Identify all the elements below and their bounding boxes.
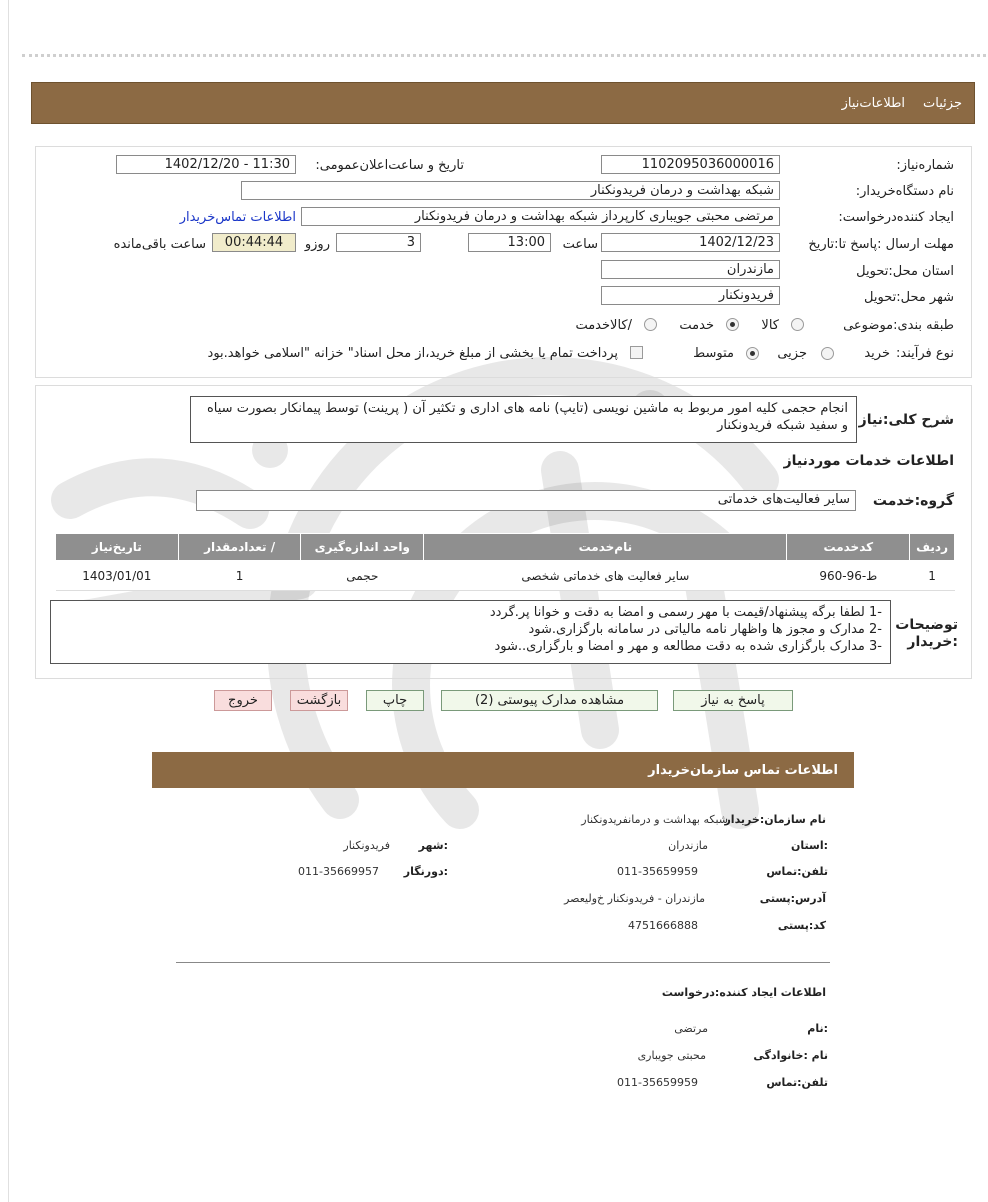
cell-row-number: 1 bbox=[910, 561, 955, 591]
cell-service-name: سایر فعالیت های خدماتی شخصی bbox=[424, 561, 787, 591]
top-divider bbox=[22, 54, 986, 57]
need-number-label: شماره‌نیاز: bbox=[896, 158, 954, 173]
tab-need-info[interactable]: اطلاعات‌نیاز bbox=[841, 95, 906, 111]
summary-label: شرح کلی:نیاز bbox=[858, 412, 954, 428]
deadline-label: مهلت ارسال :پاسخ تا:تاریخ bbox=[808, 237, 954, 252]
contact-postal-value: 4751666888 bbox=[628, 919, 698, 932]
contact-address-value: مازندران - فریدونکنار خ‌ولیعصر bbox=[564, 892, 705, 905]
creator-name-value: مرتضی bbox=[674, 1022, 708, 1035]
creator-phone-label: تلفن:تماس bbox=[766, 1076, 828, 1089]
category-option-service: خدمت bbox=[679, 318, 714, 333]
summary-text-box: انجام حجمی کلیه امور مربوط به ماشین نویسی (تایپ) نامه های اداری و تکثیر آن ( پرینت) توسط پیمانکار بصورت سیاه و سفید شبکه فریدونکنار bbox=[190, 396, 857, 443]
city-field: فریدونکنار bbox=[601, 286, 780, 305]
need-number-field: 1102095036000016 bbox=[601, 155, 780, 174]
view-attachments-button[interactable]: مشاهده مدارک پیوستی (2) bbox=[441, 690, 658, 711]
page-left-border bbox=[8, 0, 9, 1202]
creator-family-label: نام :خانوادگی bbox=[753, 1049, 828, 1062]
contact-city-label: :شهر bbox=[418, 839, 448, 852]
deadline-time-field: 13:00 bbox=[468, 233, 551, 252]
contact-phone-label: تلفن:تماس bbox=[766, 865, 828, 878]
reply-to-need-button[interactable]: پاسخ به نیاز bbox=[673, 690, 793, 711]
contact-org-value: شبکه بهداشت و درمانفریدونکنار bbox=[581, 813, 728, 826]
process-value: خرید bbox=[864, 346, 890, 361]
contact-org-label: نام سازمان:خریدار bbox=[724, 813, 826, 826]
buyer-contact-link[interactable]: اطلاعات تماس‌خریدار bbox=[179, 210, 296, 225]
buyer-notes-box bbox=[50, 600, 891, 664]
category-option-goods-service: /کالاخدمت bbox=[575, 318, 632, 333]
city-label: شهر محل:تحویل bbox=[864, 290, 954, 305]
contact-divider bbox=[176, 962, 830, 963]
process-label: نوع فرآیند: bbox=[896, 346, 954, 361]
process-radio-medium[interactable] bbox=[746, 347, 759, 360]
creator-info-title: اطلاعات ایجاد کننده:درخواست bbox=[661, 986, 826, 999]
col-row-number: ردیف bbox=[910, 534, 955, 561]
contact-fax-value: 011-35669957 bbox=[298, 865, 379, 878]
announce-field: 1402/12/20 - 11:30 bbox=[116, 155, 296, 174]
process-option-minor: جزیی bbox=[777, 346, 807, 361]
exit-button[interactable]: خروج bbox=[214, 690, 272, 711]
category-radio-goods-service[interactable] bbox=[644, 318, 657, 331]
buyer-org-field: شبکه بهداشت و درمان فریدونکنار bbox=[241, 181, 780, 200]
contact-fax-label: :دورنگار bbox=[403, 865, 448, 878]
service-group-label: گروه:خدمت bbox=[872, 493, 954, 509]
services-table bbox=[55, 533, 955, 591]
contact-address-label: آدرس:پستی bbox=[759, 892, 826, 905]
cell-need-date: 1403/01/01 bbox=[56, 561, 179, 591]
col-unit: واحد اندازه‌گیری bbox=[301, 534, 424, 561]
creator-label: ایجاد کننده‌درخواست: bbox=[838, 210, 954, 225]
col-quantity: / تعدادمقدار bbox=[178, 534, 301, 561]
contact-province-value: مازندران bbox=[668, 839, 708, 852]
col-service-code: کدخدمت bbox=[787, 534, 910, 561]
days-field: 3 bbox=[336, 233, 421, 252]
remaining-label: ساعت باقی‌مانده bbox=[113, 237, 206, 252]
col-need-date: تاریخ‌نیاز bbox=[56, 534, 179, 561]
category-label: طبقه بندی:موضوعی bbox=[843, 318, 954, 333]
province-label: استان محل:تحویل bbox=[856, 264, 954, 279]
buyer-org-label: نام دستگاه‌خریدار: bbox=[855, 184, 954, 199]
treasury-payment-note: پرداخت تمام یا بخشی از مبلغ خرید،از محل اسناد" خزانه "اسلامی خواهد.بود bbox=[207, 346, 618, 361]
deadline-time-label: ساعت bbox=[562, 237, 598, 252]
creator-family-value: محبتی جویباری bbox=[637, 1049, 706, 1062]
page-header-bar bbox=[31, 82, 975, 124]
treasury-payment-checkbox[interactable] bbox=[630, 346, 643, 359]
cell-unit: حجمی bbox=[301, 561, 424, 591]
category-radio-service[interactable] bbox=[726, 318, 739, 331]
deadline-date-field: 1402/12/23 bbox=[601, 233, 780, 252]
buyer-note-line: -1 لطفا برگه پیشنهاد/قیمت با مهر رسمی و امضا به دقت و خوانا پر.گردد bbox=[489, 605, 882, 620]
services-table-header bbox=[56, 534, 955, 561]
buyer-note-line: -3 مدارک بارگزاری شده به دقت مطالعه و مهر و امضا و بارگزاری..شود bbox=[494, 639, 882, 654]
buyer-note-line: -2 مدارک و مجوز ها واظهار نامه مالیاتی در سامانه بارگزاری.شود bbox=[528, 622, 882, 637]
buyer-contact-title: اطلاعات تماس سازمان‌خریدار bbox=[648, 762, 838, 778]
category-option-goods: کالا bbox=[761, 318, 779, 333]
services-heading: اطلاعات خدمات موردنیاز bbox=[783, 453, 954, 469]
contact-city-value: فریدونکنار bbox=[343, 839, 390, 852]
print-button[interactable]: چاپ bbox=[366, 690, 424, 711]
announce-label: تاریخ و ساعت‌اعلان‌عمومی: bbox=[315, 158, 464, 173]
creator-name-label: :نام bbox=[807, 1022, 828, 1035]
province-field: مازندران bbox=[601, 260, 780, 279]
category-radio-goods[interactable] bbox=[791, 318, 804, 331]
buyer-notes-label-2: :خریدار bbox=[907, 634, 958, 650]
service-group-field: سایر فعالیت‌های خدماتی bbox=[196, 490, 856, 511]
back-button[interactable]: بازگشت bbox=[290, 690, 348, 711]
table-row bbox=[56, 561, 955, 591]
contact-phone-value: 011-35659959 bbox=[617, 865, 698, 878]
creator-phone-value: 011-35659959 bbox=[617, 1076, 698, 1089]
process-option-medium: متوسط bbox=[693, 346, 734, 361]
cell-service-code: ط-96-960 bbox=[787, 561, 910, 591]
col-service-name: نام‌خدمت bbox=[424, 534, 787, 561]
remaining-time-field: 00:44:44 bbox=[212, 233, 296, 252]
contact-postal-label: کد:پستی bbox=[777, 919, 826, 932]
buyer-contact-header bbox=[152, 752, 854, 788]
cell-quantity: 1 bbox=[178, 561, 301, 591]
process-radio-minor[interactable] bbox=[821, 347, 834, 360]
contact-province-label: :استان bbox=[791, 839, 828, 852]
creator-field: مرتضی محبتی جویباری کارپرداز شبکه بهداشت و درمان فریدونکنار bbox=[301, 207, 780, 226]
days-label: روزو bbox=[304, 237, 330, 252]
tab-details[interactable]: جزئیات bbox=[923, 95, 962, 111]
buyer-notes-label: توضیحات bbox=[895, 617, 958, 633]
